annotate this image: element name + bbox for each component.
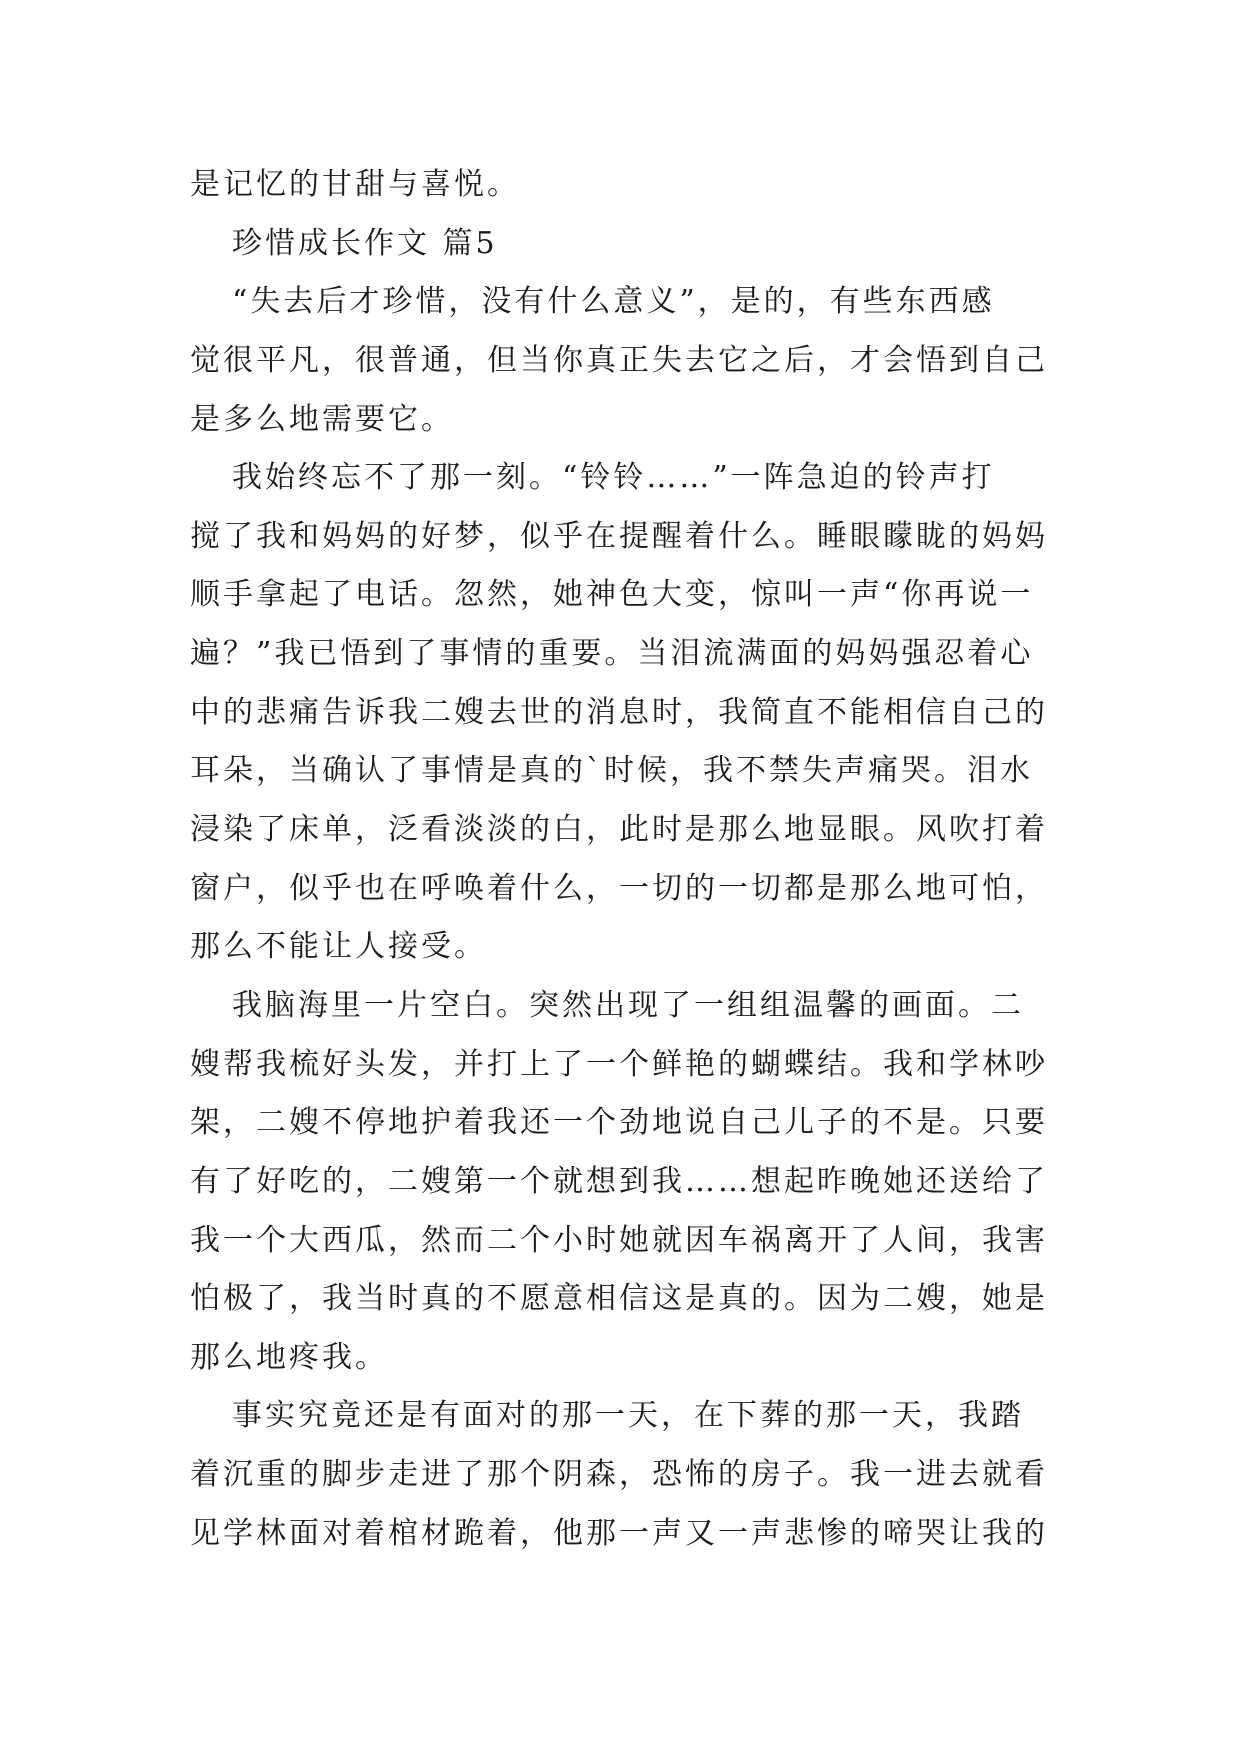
text-line: 窗户，似乎也在呼唤着什么，一切的一切都是那么地可怕， [190, 870, 1048, 906]
text-line: 嫂帮我梳好头发，并打上了一个鲜艳的蝴蝶结。我和学林吵 [190, 1046, 1048, 1082]
text-line: 那么地疼我。 [190, 1339, 388, 1375]
text-line: 那么不能让人接受。 [190, 929, 487, 965]
text-line: 见学林面对着棺材跪着，他那一声又一声悲惨的啼哭让我的 [190, 1515, 1048, 1551]
text-line: 浸染了床单，泛看淡淡的白，此时是那么地显眼。风吹打着 [190, 812, 1048, 848]
paragraph [190, 977, 1241, 1387]
heading-text: 珍惜成长作文 篇5 [232, 225, 498, 261]
text-line: 怕极了，我当时真的不愿意相信这是真的。因为二嫂，她是 [190, 1281, 1048, 1317]
text-line: 我始终忘不了那一刻。“铃铃……”一阵急迫的铃声打 [232, 460, 995, 496]
text-line: “失去后才珍惜，没有什么意义”，是的，有些东西感 [232, 284, 995, 320]
text-line: 顺手拿起了电话。忽然，她神色大变，惊叫一声“你再说一 [190, 577, 1034, 613]
text-line: 我脑海里一片空白。突然出现了一组组温馨的画面。二 [232, 987, 1024, 1023]
text-line: 是多么地需要它。 [190, 401, 454, 437]
text-line: 遍？”我已悟到了事情的重要。当泪流满面的妈妈强忍着心 [190, 636, 1034, 672]
paragraph [190, 273, 1241, 449]
text-line: 中的悲痛告诉我二嫂去世的消息时，我简直不能相信自己的 [190, 694, 1048, 730]
section-heading [190, 215, 1241, 274]
text-line: 事实究竟还是有面对的那一天，在下葬的那一天，我踏 [232, 1398, 1024, 1434]
text-line: 搅了我和妈妈的好梦，似乎在提醒着什么。睡眼矇眬的妈妈 [190, 518, 1048, 554]
text-line: 觉很平凡，很普通，但当你真正失去它之后，才会悟到自己 [190, 342, 1048, 378]
text-line: 是记忆的甘甜与喜悦。 [190, 167, 520, 202]
text-line: 有了好吃的，二嫂第一个就想到我……想起昨晚她还送给了 [190, 1163, 1048, 1199]
paragraph [190, 156, 1241, 215]
text-line: 耳朵，当确认了事情是真的`时候，我不禁失声痛哭。泪水 [190, 753, 1033, 789]
paragraph [190, 449, 1241, 977]
text-line: 架，二嫂不停地护着我还一个劲地说自己儿子的不是。只要 [190, 1105, 1048, 1141]
text-line: 着沉重的脚步走进了那个阴森，恐怖的房子。我一进去就看 [190, 1457, 1048, 1493]
text-line: 我一个大西瓜，然而二个小时她就因车祸离开了人间，我害 [190, 1222, 1048, 1258]
paragraph [190, 1387, 1241, 1563]
